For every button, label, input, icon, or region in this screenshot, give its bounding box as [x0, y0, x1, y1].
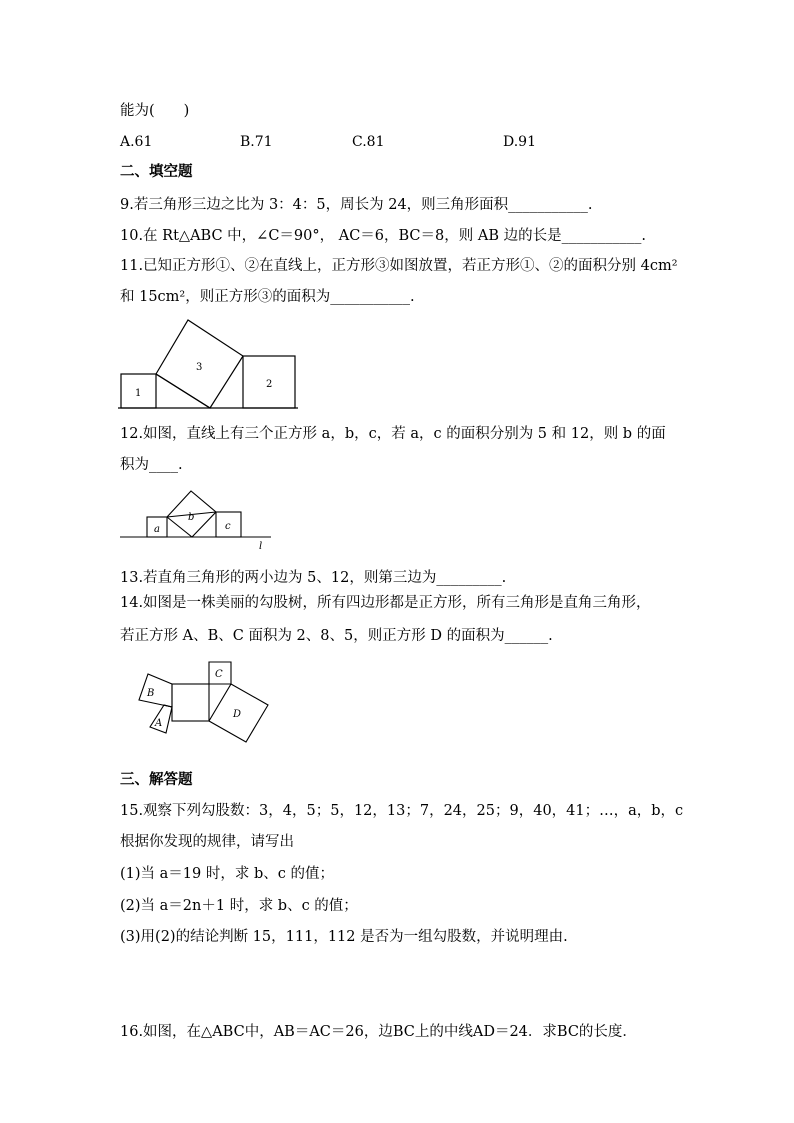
q12-label-b: b	[188, 512, 195, 523]
q14-line2: 若正方形 A、B、C 面积为 2、8、5，则正方形 D 的面积为______.	[120, 628, 553, 644]
section-fill-in-title: 二、填空题	[120, 164, 193, 180]
q8-option-d: D.91	[503, 134, 536, 150]
q12-label-c: c	[225, 521, 231, 532]
q15-line1: 15.观察下列勾股数：3，4，5；5，12，13；7，24，25；9，40，41；…，a，b，c	[120, 803, 684, 819]
tree-center-square	[172, 684, 209, 721]
q14-label-B: B	[147, 688, 155, 699]
q12-figure	[118, 488, 278, 552]
q8-option-c: C.81	[352, 134, 385, 150]
q12-line1: 12.如图，直线上有三个正方形 a，b，c，若 a，c 的面积分别为 5 和 12，则 b 的面	[120, 426, 666, 442]
q14-line1: 14.如图是一株美丽的勾股树，所有四边形都是正方形，所有三角形是直角三角形，	[120, 595, 651, 611]
q11-label-1: 1	[135, 388, 142, 399]
q13-text: 13.若直角三角形的两小边为 5、12，则第三边为_________.	[120, 570, 507, 586]
q12-label-l: l	[259, 541, 263, 552]
q10-text: 10.在 Rt△ABC 中，∠C＝90°， AC＝6，BC＝8，则 AB 边的长是___________.	[120, 228, 646, 244]
q15-part1: (1)当 a＝19 时，求 b、c 的值；	[120, 866, 334, 882]
q11-label-2: 2	[266, 379, 273, 390]
q14-label-C: C	[215, 669, 223, 680]
q11-diagonal	[156, 374, 210, 408]
q15-line2: 根据你发现的规律，请写出	[120, 834, 294, 850]
q14-label-A: A	[155, 718, 163, 729]
square-B	[139, 674, 172, 707]
q14-label-D: D	[233, 709, 242, 720]
q11-figure	[118, 318, 300, 413]
q8-option-b: B.71	[240, 134, 273, 150]
q11-line1: 11.已知正方形①、②在直线上，正方形③如图放置，若正方形①、②的面积分别 4cm²	[120, 258, 678, 274]
q9-text: 9.若三角形三边之比为 3：4：5，周长为 24，则三角形面积___________.	[120, 197, 593, 213]
q12-label-a: a	[154, 524, 160, 535]
q16-text: 16.如图，在△ABC中，AB＝AC＝26，边BC上的中线AD＝24．求BC的长度．	[120, 1024, 637, 1040]
q11-line2: 和 15cm²，则正方形③的面积为___________.	[120, 289, 415, 305]
q8-tail: 能为( )	[120, 103, 190, 119]
q15-part3: (3)用(2)的结论判断 15，111，112 是否为一组勾股数，并说明理由.	[120, 929, 568, 945]
q12-line2: 积为____.	[120, 457, 183, 473]
section-answer-title: 三、解答题	[120, 772, 193, 788]
q15-part2: (2)当 a＝2n＋1 时，求 b、c 的值；	[120, 898, 358, 914]
q11-label-3: 3	[196, 362, 203, 373]
q14-figure	[126, 660, 276, 744]
q8-option-a: A.61	[120, 134, 153, 150]
